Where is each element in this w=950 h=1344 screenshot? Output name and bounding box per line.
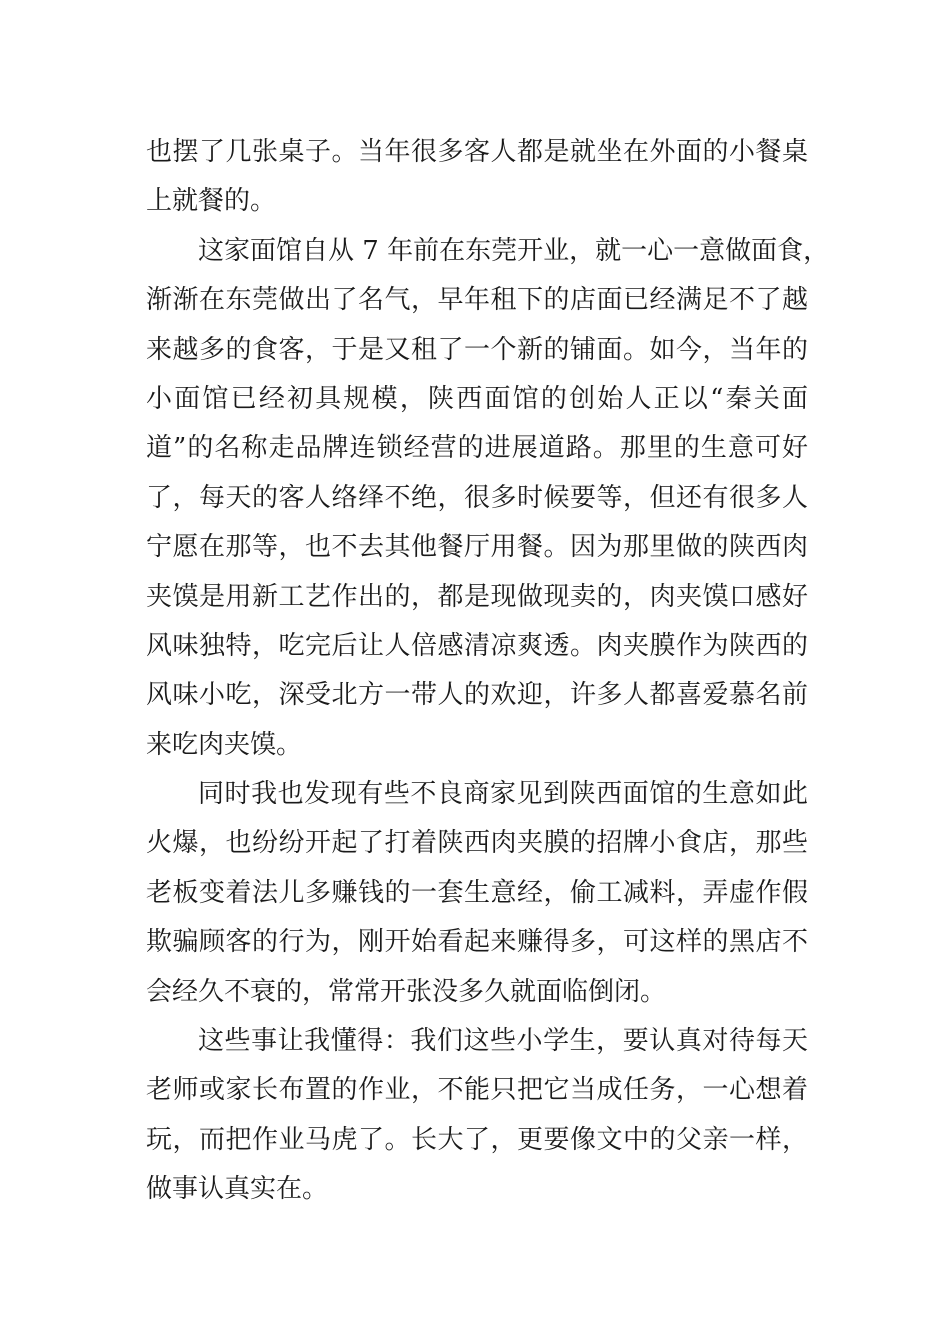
paragraph-line: 道”的名称走品牌连锁经营的进展道路。那里的生意可好 bbox=[146, 433, 808, 464]
paragraph-line: 夹馍是用新工艺作出的，都是现做现卖的，肉夹馍口感好 bbox=[146, 581, 808, 612]
paragraph-line: 这些事让我懂得：我们这些小学生，要认真对待每天 bbox=[198, 1026, 808, 1057]
paragraph bbox=[146, 128, 808, 227]
paragraph-line: 火爆，也纷纷开起了打着陕西肉夹膜的招牌小食店，那些 bbox=[146, 828, 808, 859]
paragraph-line: 做事认真实在。 bbox=[146, 1174, 329, 1205]
paragraph-line: 上就餐的。 bbox=[146, 186, 277, 217]
paragraph-line: 老板变着法儿多赚钱的一套生意经，偷工减料，弄虚作假 bbox=[146, 877, 808, 908]
paragraph-line: 风味独特，吃完后让人倍感清凉爽透。肉夹膜作为陕西的 bbox=[146, 630, 808, 661]
paragraph-line: 渐渐在东莞做出了名气，早年租下的店面已经满足不了越 bbox=[146, 285, 808, 316]
paragraph-line: 风味小吃，深受北方一带人的欢迎，许多人都喜爱慕名前 bbox=[146, 680, 808, 711]
paragraph-line: 欺骗顾客的行为，刚开始看起来赚得多，可这样的黑店不 bbox=[146, 927, 808, 958]
paragraph-line: 小面馆已经初具规模，陕西面馆的创始人正以“秦关面 bbox=[146, 383, 808, 414]
paragraph bbox=[146, 227, 830, 770]
paragraph bbox=[146, 1017, 808, 1215]
paragraph-line: 来越多的食客，于是又租了一个新的铺面。如今，当年的 bbox=[146, 334, 808, 365]
paragraph-line: 同时我也发现有些不良商家见到陕西面馆的生意如此 bbox=[198, 779, 808, 810]
document-body bbox=[146, 128, 830, 1215]
paragraph-line: 这家面馆自从 7 年前在东莞开业，就一心一意做面食， bbox=[198, 235, 830, 266]
paragraph-line: 玩，而把作业马虎了。长大了，更要像文中的父亲一样， bbox=[146, 1124, 808, 1155]
paragraph bbox=[146, 770, 808, 1017]
paragraph-line: 宁愿在那等，也不去其他餐厅用餐。因为那里做的陕西肉 bbox=[146, 532, 808, 563]
paragraph-line: 老师或家长布置的作业，不能只把它当成任务，一心想着 bbox=[146, 1075, 808, 1106]
paragraph-line: 会经久不衰的，常常开张没多久就面临倒闭。 bbox=[146, 976, 667, 1007]
paragraph-line: 来吃肉夹馍。 bbox=[146, 729, 303, 760]
paragraph-line: 也摆了几张桌子。当年很多客人都是就坐在外面的小餐桌 bbox=[146, 137, 808, 167]
paragraph-line: 了，每天的客人络绎不绝，很多时候要等，但还有很多人 bbox=[146, 482, 808, 513]
